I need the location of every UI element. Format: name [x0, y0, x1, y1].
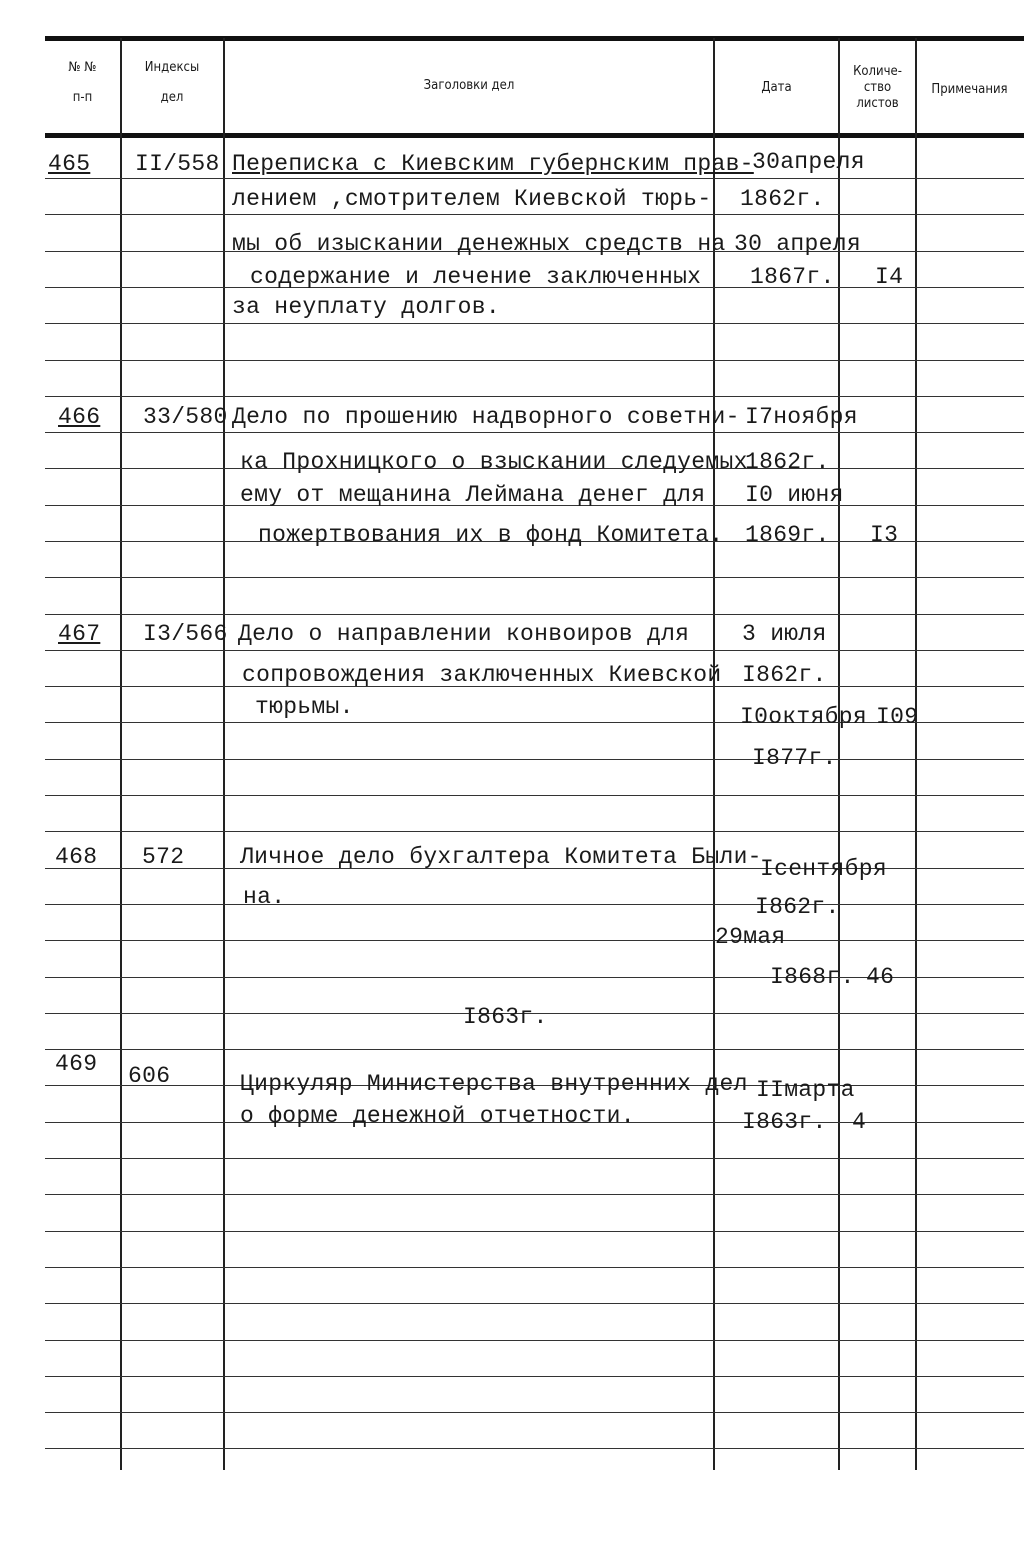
row-date: 1862г.	[745, 449, 830, 475]
row-index: II/558	[135, 151, 220, 177]
ruling-line	[45, 1448, 1024, 1449]
ruling-line	[45, 1194, 1024, 1195]
column-divider	[223, 38, 225, 1470]
row-date: I863г.	[742, 1109, 827, 1135]
row-title-line: содержание и лечение заключенных	[250, 264, 702, 290]
ruling-line	[45, 214, 1024, 215]
ruling-line	[45, 1340, 1024, 1341]
row-index: 572	[142, 844, 185, 870]
ruling-line	[45, 940, 1024, 941]
row-date: 30 апреля	[734, 231, 861, 257]
row-title-line: Дело по прошению надворного советни-	[232, 404, 740, 430]
row-date: I7ноября	[745, 404, 858, 430]
ruling-line	[45, 178, 1024, 179]
row-number: 466	[58, 404, 101, 430]
ruling-line	[45, 1412, 1024, 1413]
ruling-line	[45, 614, 1024, 615]
titles-header: Заголовки дел	[423, 78, 515, 93]
row-date: I862г.	[742, 662, 827, 688]
row-date: 3 июля	[742, 621, 827, 647]
row-title-line: за неуплату долгов.	[232, 294, 500, 320]
num-header: № № п-п	[68, 60, 97, 105]
row-index: 33/580	[143, 404, 228, 430]
date-header: Дата	[761, 80, 792, 95]
row-title-line: о форме денежной отчетности.	[240, 1103, 635, 1129]
ruling-line	[45, 650, 1024, 651]
ruling-line	[45, 759, 1024, 760]
row-title-line: Личное дело бухгалтера Комитета Были-	[240, 844, 762, 870]
ruling-line	[45, 1267, 1024, 1268]
ruling-line	[45, 360, 1024, 361]
row-sheets: 46	[866, 964, 895, 990]
row-title-line: тюрьмы.	[255, 694, 354, 720]
row-index: 606	[128, 1063, 171, 1089]
row-title-line: мы об изыскании денежных средств на	[232, 231, 726, 257]
row-title-line: Дело о направлении конвоиров для	[238, 621, 690, 647]
index-header: Индексы дел	[144, 60, 200, 105]
row-index: I3/566	[143, 621, 228, 647]
row-number: 467	[58, 621, 101, 647]
ruling-line	[45, 1049, 1024, 1050]
row-sheets: 4	[852, 1109, 867, 1135]
row-date: I868г.	[770, 964, 855, 990]
header-bottom-border	[45, 133, 1024, 138]
ruling-line	[45, 795, 1024, 796]
ruling-line	[45, 396, 1024, 397]
row-extra-date: I863г.	[463, 1004, 548, 1030]
row-title-line: на.	[243, 884, 286, 910]
ruling-line	[45, 1303, 1024, 1304]
ruling-line	[45, 1376, 1024, 1377]
ruling-line	[45, 323, 1024, 324]
row-number: 465	[48, 151, 91, 177]
column-divider	[915, 38, 917, 1470]
top-border	[45, 36, 1024, 41]
column-divider	[120, 38, 122, 1470]
row-sheets: I09	[876, 704, 919, 730]
row-date: IIмарта	[756, 1077, 855, 1103]
ruling-line	[45, 577, 1024, 578]
notes-header: Примечания	[931, 82, 1008, 97]
row-date: Iсентября	[760, 856, 887, 882]
row-title-line: пожертвования их в фонд Комитета.	[258, 522, 724, 548]
row-date: I862г.	[755, 894, 840, 920]
row-date: 30апреля	[752, 149, 865, 175]
row-title-line: сопровождения заключенных Киевской	[242, 662, 722, 688]
row-date: I877г.	[752, 745, 837, 771]
row-number: 468	[55, 844, 98, 870]
sheets-header: Количе- ство листов	[853, 64, 902, 111]
row-date: 1869г.	[745, 522, 830, 548]
row-title-line: лением ,смотрителем Киевской тюрь-	[232, 186, 712, 212]
ruling-line	[45, 1231, 1024, 1232]
row-sheets: I4	[875, 264, 904, 290]
row-date: I0 июня	[745, 482, 844, 508]
ruling-line	[45, 904, 1024, 905]
ruling-line	[45, 1158, 1024, 1159]
row-date: 1862г.	[740, 186, 825, 212]
row-title-line: ему от мещанина Леймана денег для	[240, 482, 706, 508]
row-date: I0октября	[740, 704, 867, 730]
row-title-line: ка Прохницкого о взыскании следуемых	[240, 449, 748, 475]
row-date: 29мая	[715, 924, 786, 950]
row-date: 1867г.	[750, 264, 835, 290]
row-title-line: Циркуляр Министерства внутренних дел	[240, 1071, 748, 1097]
row-title-line: Переписка с Киевским губернским прав-	[232, 151, 754, 177]
row-sheets: I3	[870, 522, 899, 548]
ruling-line	[45, 831, 1024, 832]
ruling-line	[45, 432, 1024, 433]
row-number: 469	[55, 1051, 98, 1077]
